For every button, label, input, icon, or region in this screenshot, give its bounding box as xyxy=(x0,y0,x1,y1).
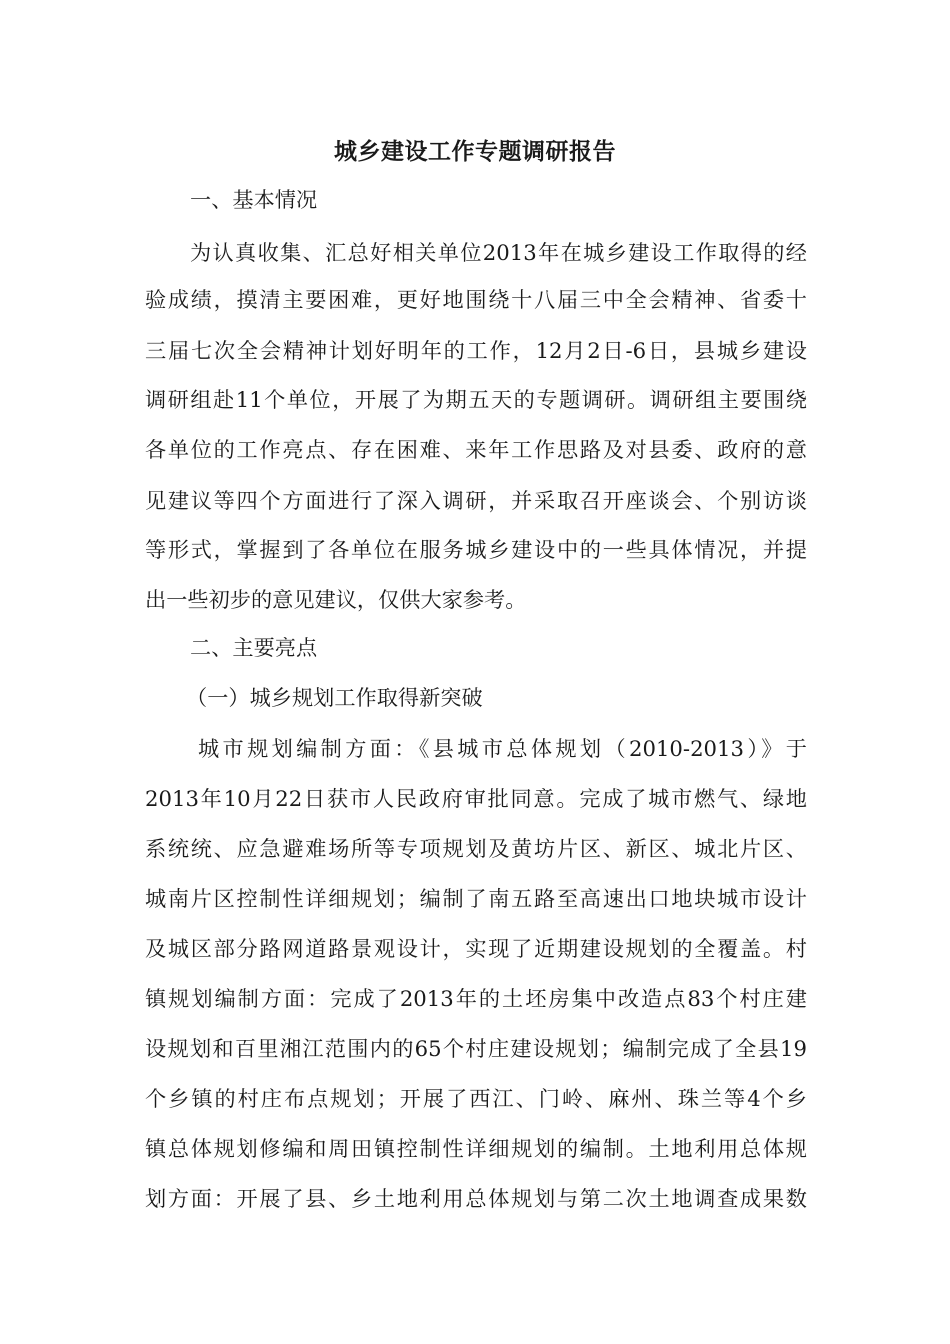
paragraph-line: 出一些初步的意见建议，仅供大家参考。 xyxy=(145,587,527,612)
paragraph-line: 调研组赴11个单位，开展了为期五天的专题调研。调研组主要围绕 xyxy=(145,387,807,412)
paragraph-line: 个乡镇的村庄布点规划；开展了西江、门岭、麻州、珠兰等4个乡 xyxy=(145,1086,807,1111)
paragraph-line: 2013年10月22日获市人民政府审批同意。完成了城市燃气、绿地 xyxy=(145,786,807,811)
subsection-heading-planning: （一）城乡规划工作取得新突破 xyxy=(186,685,483,710)
paragraph-line: 划方面：开展了县、乡土地利用总体规划与第二次土地调查成果数 xyxy=(145,1186,807,1211)
paragraph-line: 镇总体规划修编和周田镇控制性详细规划的编制。土地利用总体规 xyxy=(145,1136,807,1161)
paragraph-line: 镇规划编制方面：完成了2013年的土坯房集中改造点83个村庄建 xyxy=(145,986,807,1011)
paragraph-line: 城市规划编制方面：《县城市总体规划（2010-2013）》于 xyxy=(198,736,807,761)
paragraph-line: 各单位的工作亮点、存在困难、来年工作思路及对县委、政府的意 xyxy=(145,437,807,462)
paragraph-line: 为认真收集、汇总好相关单位2013年在城乡建设工作取得的经 xyxy=(190,240,807,265)
paragraph-line: 验成绩，摸清主要困难，更好地围绕十八届三中全会精神、省委十 xyxy=(145,287,807,312)
section-heading-highlights: 二、主要亮点 xyxy=(190,635,318,660)
paragraph-line: 城南片区控制性详细规划；编制了南五路至高速出口地块城市设计 xyxy=(145,886,807,911)
paragraph-line: 设规划和百里湘江范围内的65个村庄建设规划；编制完成了全县19 xyxy=(145,1036,807,1061)
section-heading-basic: 一、基本情况 xyxy=(190,187,318,212)
paragraph-line: 三届七次全会精神计划好明年的工作，12月2日-6日，县城乡建设 xyxy=(145,338,807,363)
paragraph-line: 等形式，掌握到了各单位在服务城乡建设中的一些具体情况，并提 xyxy=(145,537,807,562)
paragraph-line: 系统统、应急避难场所等专项规划及黄坊片区、新区、城北片区、 xyxy=(145,836,807,861)
paragraph-line: 见建议等四个方面进行了深入调研，并采取召开座谈会、个别访谈 xyxy=(145,488,807,513)
document-title: 城乡建设工作专题调研报告 xyxy=(334,139,616,165)
paragraph-line: 及城区部分路网道路景观设计，实现了近期建设规划的全覆盖。村 xyxy=(145,936,807,961)
